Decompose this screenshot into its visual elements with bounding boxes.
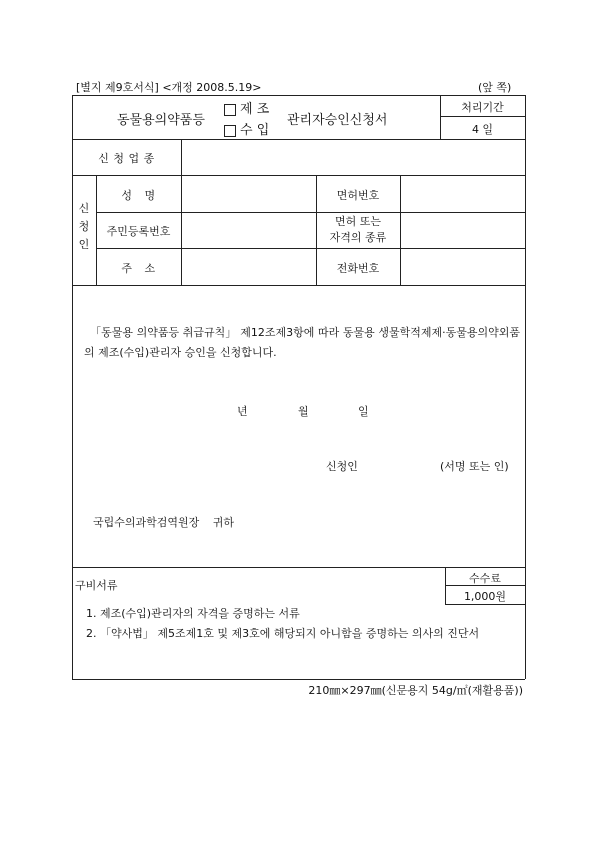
import-checkbox[interactable]: [224, 125, 236, 137]
sign-note: (서명 또는 인): [440, 460, 509, 473]
form-number: [별지 제9호서식] <개정 2008.5.19>: [76, 81, 262, 94]
name-label: 성 명: [121, 189, 156, 202]
phone-label: 전화번호: [336, 262, 380, 275]
signature-field[interactable]: [370, 452, 436, 474]
license-type-label-line1: 면허 또는: [334, 215, 381, 228]
phone-field[interactable]: [403, 251, 522, 282]
import-option[interactable]: [224, 119, 269, 138]
license-number-field[interactable]: [403, 178, 522, 209]
date-day-label: 일: [358, 405, 369, 418]
license-number-label: 면허번호: [336, 189, 380, 202]
address-field[interactable]: [184, 251, 313, 282]
resident-number-field[interactable]: [184, 215, 313, 245]
title-prefix: 동물용의약품등: [117, 113, 205, 128]
manufacture-label: 제 조: [240, 102, 270, 117]
required-document-item: 2. 「약사법」 제5조제1호 및 제3호에 해당되지 아니함을 증명하는 의사의 진단서: [86, 627, 480, 640]
license-type-label-line2: 자격의 종류: [329, 231, 387, 244]
addressee-name: 국립수의과학검역원장: [93, 516, 200, 529]
name-field[interactable]: [184, 178, 313, 209]
business-type-field[interactable]: [184, 144, 522, 172]
address-label: 주 소: [121, 262, 156, 275]
form-title: [72, 95, 440, 139]
paper-spec: 210㎜×297㎜(신문용지 54g/㎡(재활용품)): [308, 684, 523, 697]
processing-period-label: 처리기간: [461, 101, 504, 114]
addressee-honorific: 귀하: [212, 516, 235, 529]
business-type-label: 신 청 업 종: [98, 152, 155, 165]
applicant-label-text: 신청인: [78, 202, 90, 251]
license-type-label: [316, 214, 400, 246]
fee-value: 1,000원: [463, 590, 507, 603]
required-document-item: 1. 제조(수입)관리자의 자격을 증명하는 서류: [86, 607, 300, 620]
required-documents-label: 구비서류: [75, 579, 118, 592]
import-label: 수 입: [240, 123, 270, 138]
addressee: [93, 514, 234, 530]
resident-number-label: 주민등록번호: [106, 225, 171, 238]
processing-period-value: 4 일: [471, 123, 494, 136]
date-year-label: 년: [237, 405, 248, 418]
manufacture-option[interactable]: [224, 98, 269, 117]
signer-label: 신청인: [326, 460, 358, 473]
fee-label: 수수료: [469, 572, 501, 585]
application-statement: 「동물용 의약품등 취급규칙」 제12조제3항에 따라 동물용 생물학적제제·동물용의약외품의 제조(수입)관리자 승인을 신청합니다.: [84, 326, 520, 359]
applicant-section-label: [72, 200, 96, 254]
title-suffix: 관리자승인신청서: [287, 113, 388, 128]
manufacture-checkbox[interactable]: [224, 104, 236, 116]
page-side-label: (앞 쪽): [478, 81, 512, 94]
date-month-label: 월: [298, 405, 309, 418]
license-type-field[interactable]: [403, 215, 522, 245]
